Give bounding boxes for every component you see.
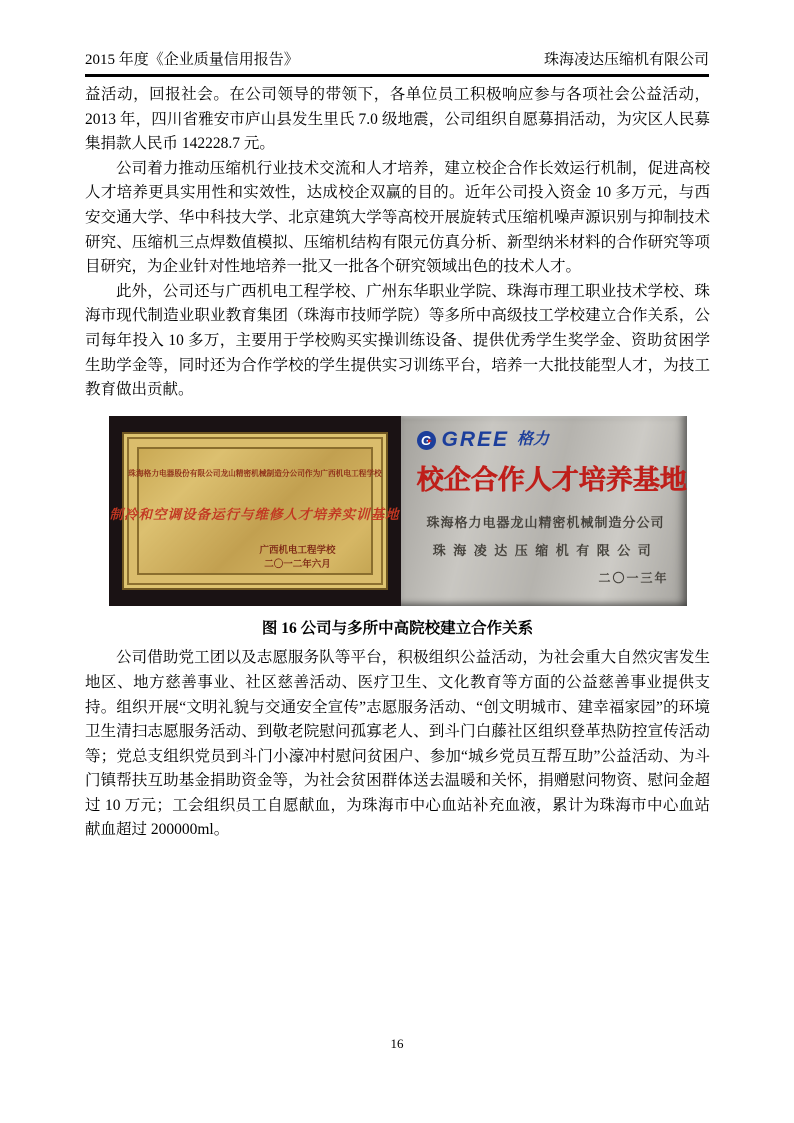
photo-gold-plaque (109, 416, 401, 606)
gree-logo-letter: G (420, 432, 432, 448)
gold-plaque-signer: 广西机电工程学校 (259, 545, 336, 556)
gold-plaque-title: 制冷和空调设备运行与维修人才培养实训基地 (109, 507, 400, 523)
gold-plaque-signature (259, 544, 335, 572)
silver-plaque-date: 二〇一三年 (598, 571, 669, 586)
paragraph-2: 公司着力推动压缩机行业技术交流和人才培养，建立校企合作长效运行机制，促进高校人才培养更具实用性和实效性，达成校企双赢的目的。近年公司投入资金 10 多万元，与西安交通大学、华中科技大学、北京建筑大学等高校开展旋转式压缩机噪声源识别与抑制技术研究、压缩机三点焊数值模拟、压缩机结构有限元仿真分析、新型纳米材料的合作研究等项目研究，为企业针对性地培养一批又一批各个研究领域出色的技术人才。 (85, 159, 710, 276)
gold-plaque-date: 二〇一二年六月 (264, 559, 331, 570)
page-header (85, 48, 709, 77)
gree-logo-icon (417, 431, 436, 450)
header-company-name: 珠海凌达压缩机有限公司 (543, 52, 709, 68)
silver-plaque-title: 校企合作人才培养基地 (416, 465, 687, 496)
header-report-title: 2015 年度《企业质量信用报告》 (85, 52, 299, 68)
silver-plaque-company-1: 珠海格力电器龙山精密机械制造分公司 (426, 514, 665, 530)
paragraph-3: 此外，公司还与广西机电工程学校、广州东华职业学院、珠海市理工职业技术学校、珠海市现代制造业职业教育集团（珠海市技师学院）等多所中高级技工学校建立合作关系，公司每年投入 10 多万，主要用于学校购买实操训练设备、提供优秀学生奖学金、资助贫困学生助学金等，同时还为合作学校的学生提供实习训练平台，培养一大批技能型人才，为技工教育做出贡献。 (85, 282, 710, 399)
gold-plaque-header: 珠海格力电器股份有限公司龙山精密机械制造分公司作为广西机电工程学校 (127, 468, 382, 478)
photo-silver-plaque (401, 416, 687, 606)
body-content (85, 83, 710, 843)
gree-logo-chinese: 格力 (517, 430, 550, 448)
gold-plaque (109, 432, 400, 590)
paragraph-1: 益活动，回报社会。在公司领导的带领下，各单位员工积极响应参与各项社会公益活动，2013 年，四川省雅安市庐山县发生里氏 7.0 级地震，公司组织自愿募捐活动，为灾区人民募集捐款人民币 142228.7 元。 (85, 86, 710, 153)
page-number: 16 (390, 1036, 404, 1051)
paragraph-4: 公司借助党工团以及志愿服务队等平台，积极组织公益活动，为社会重大自然灾害发生地区、地方慈善事业、社区慈善活动、医疗卫生、文化教育等方面的公益慈善事业提供支持。组织开展“文明礼貌与交通安全宣传”志愿服务活动、“创文明城市、建幸福家园”的环境卫生清扫志愿服务活动、到敬老院慰问孤寡老人、到斗门白藤社区组织登革热防控宣传活动等；党总支组织党员到斗门小濠冲村慰问贫困户、参加“城乡党员互帮互助”公益活动、为斗门镇帮扶互助基金捐助资金等，为社会贫困群体送去温暖和关怀，捐赠慰问物资、慰问金超过 10 万元；工会组织员工自愿献血，为珠海市中心血站补充血液，累计为珠海市中心血站献血超过 200000ml。 (85, 649, 710, 839)
figure-photos (109, 416, 687, 606)
figure-caption: 图 16 公司与多所中高院校建立合作关系 (261, 619, 534, 637)
gree-logo (417, 428, 675, 453)
silver-plaque-companies (417, 511, 675, 563)
gree-logo-text: GREE (441, 427, 510, 451)
silver-plaque-company-2: 珠海凌达压缩机有限公司 (432, 542, 659, 558)
